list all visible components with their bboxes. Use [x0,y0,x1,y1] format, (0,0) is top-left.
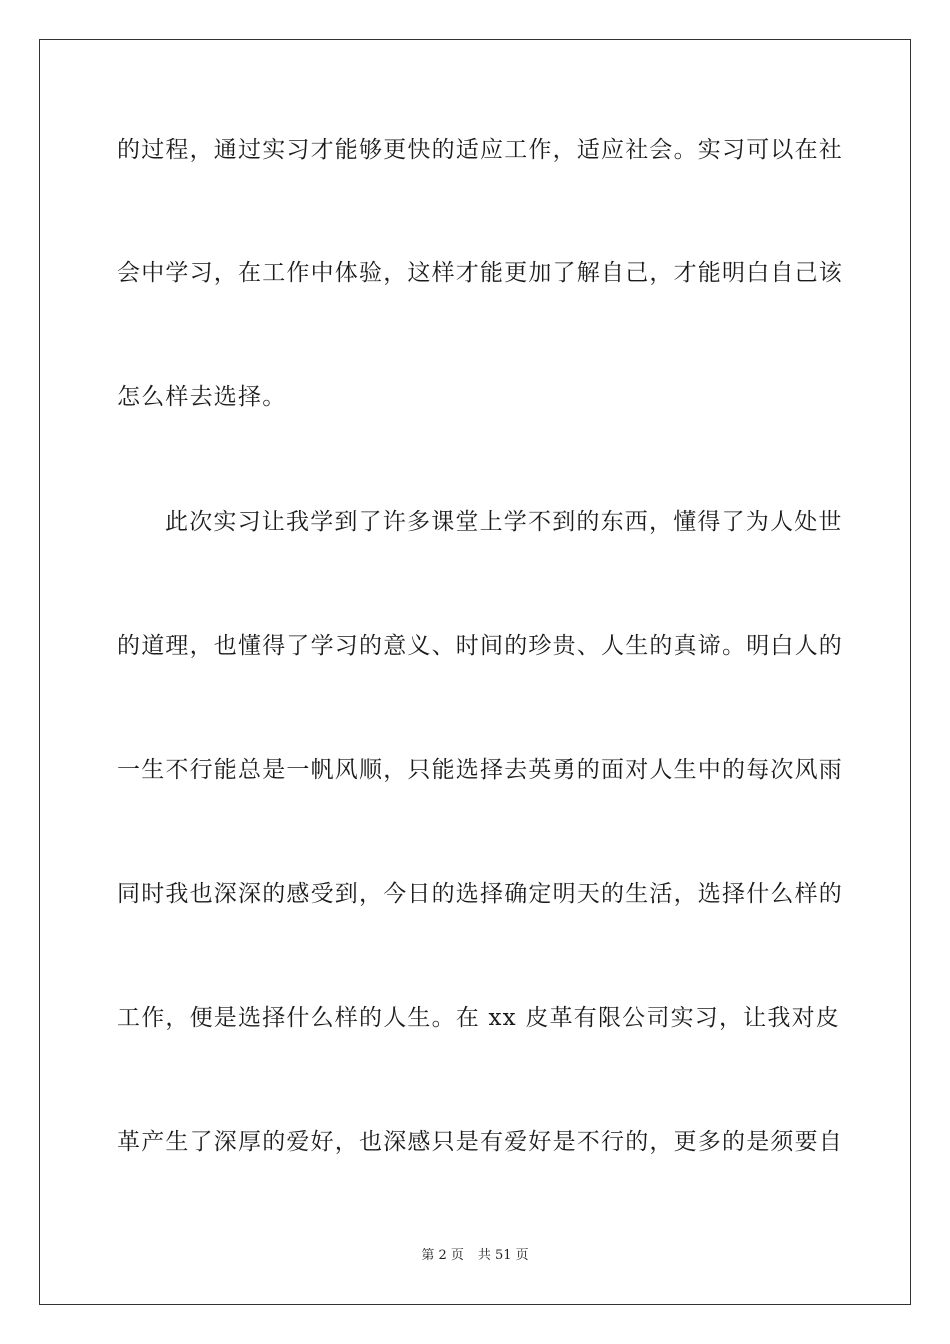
body-text-line: 会中学习，在工作中体验，这样才能更加了解自己，才能明白自己该 [117,260,843,286]
page-number: 第 2 页 [421,1248,464,1263]
body-text-line: 的道理，也懂得了学习的意义、时间的珍贵、人生的真谛。明白人的 [117,633,843,659]
page-total: 共 51 页 [477,1248,529,1263]
paragraph-first-line: 此次实习让我学到了许多课堂上学不到的东西，懂得了为人处世 [165,509,843,535]
body-text-line: 同时我也深深的感受到，今日的选择确定明天的生活，选择什么样的 [117,881,843,907]
page-border [39,39,911,1305]
body-text-line: 革产生了深厚的爱好，也深感只是有爱好是不行的，更多的是须要自 [117,1129,843,1155]
body-text-line: 的过程，通过实习才能够更快的适应工作，适应社会。实习可以在社 [117,137,843,163]
page-footer [0,1247,950,1265]
body-text-line: 怎么样去选择。 [117,384,287,410]
body-text-line: 工作，便是选择什么样的人生。在 xx 皮革有限公司实习，让我对皮 [117,1005,840,1031]
body-text-line: 一生不行能总是一帆风顺，只能选择去英勇的面对人生中的每次风雨 [117,757,843,783]
